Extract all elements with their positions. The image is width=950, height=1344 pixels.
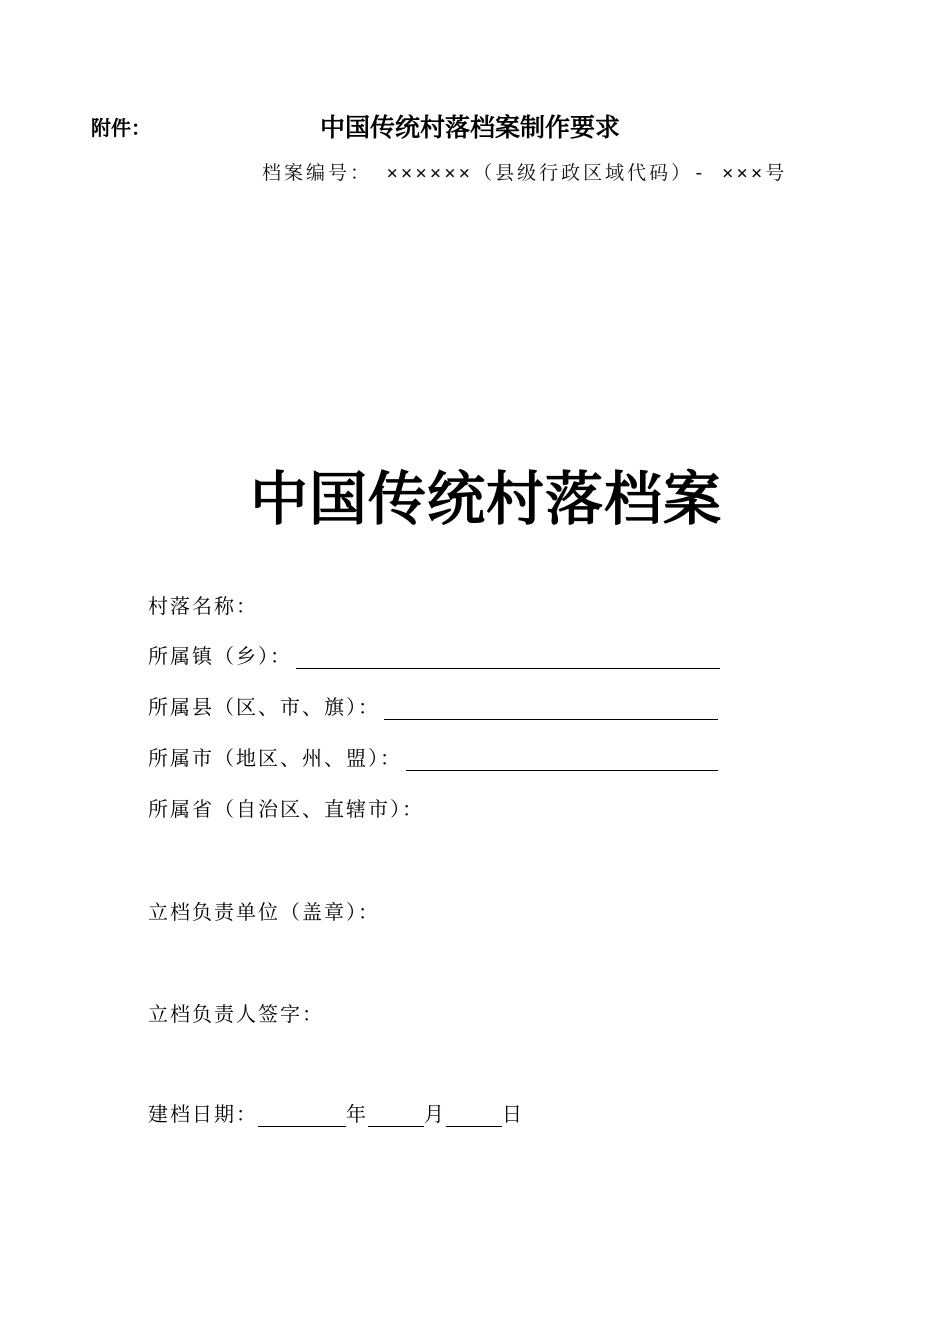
archive-number: 档案编号： ××××××（县级行政区域代码）- ×××号 bbox=[262, 162, 788, 184]
responsible-person-field bbox=[148, 998, 324, 1027]
month-blank[interactable] bbox=[368, 1104, 424, 1127]
attachment-label: 附件： bbox=[91, 116, 151, 140]
county-fill-line[interactable] bbox=[384, 697, 718, 720]
filing-date-row bbox=[148, 1098, 524, 1127]
year-blank[interactable] bbox=[258, 1104, 346, 1127]
document-heading: 中国传统村落档案制作要求 bbox=[320, 113, 621, 142]
town-fill-line[interactable] bbox=[296, 646, 720, 669]
town-field bbox=[148, 640, 720, 669]
county-label: 所属县（区、市、旗）： bbox=[148, 695, 380, 719]
filing-date-label: 建档日期： bbox=[148, 1102, 258, 1126]
month-label: 月 bbox=[424, 1102, 446, 1126]
responsible-person-label: 立档负责人签字： bbox=[148, 1002, 324, 1026]
city-label: 所属市（地区、州、盟）： bbox=[148, 746, 402, 770]
village-name-field bbox=[148, 590, 258, 619]
day-blank[interactable] bbox=[446, 1104, 502, 1127]
day-label: 日 bbox=[502, 1102, 524, 1126]
province-label: 所属省（自治区、直辖市）： bbox=[148, 797, 424, 821]
city-fill-line[interactable] bbox=[406, 748, 718, 771]
town-label: 所属镇（乡）： bbox=[148, 644, 292, 668]
year-label: 年 bbox=[346, 1102, 368, 1126]
village-name-label: 村落名称： bbox=[148, 594, 258, 618]
county-field bbox=[148, 691, 718, 720]
responsible-unit-field bbox=[148, 896, 380, 925]
main-title: 中国传统村落档案 bbox=[250, 465, 723, 533]
province-field bbox=[148, 793, 424, 822]
responsible-unit-label: 立档负责单位（盖章）： bbox=[148, 900, 380, 924]
city-field bbox=[148, 742, 718, 771]
